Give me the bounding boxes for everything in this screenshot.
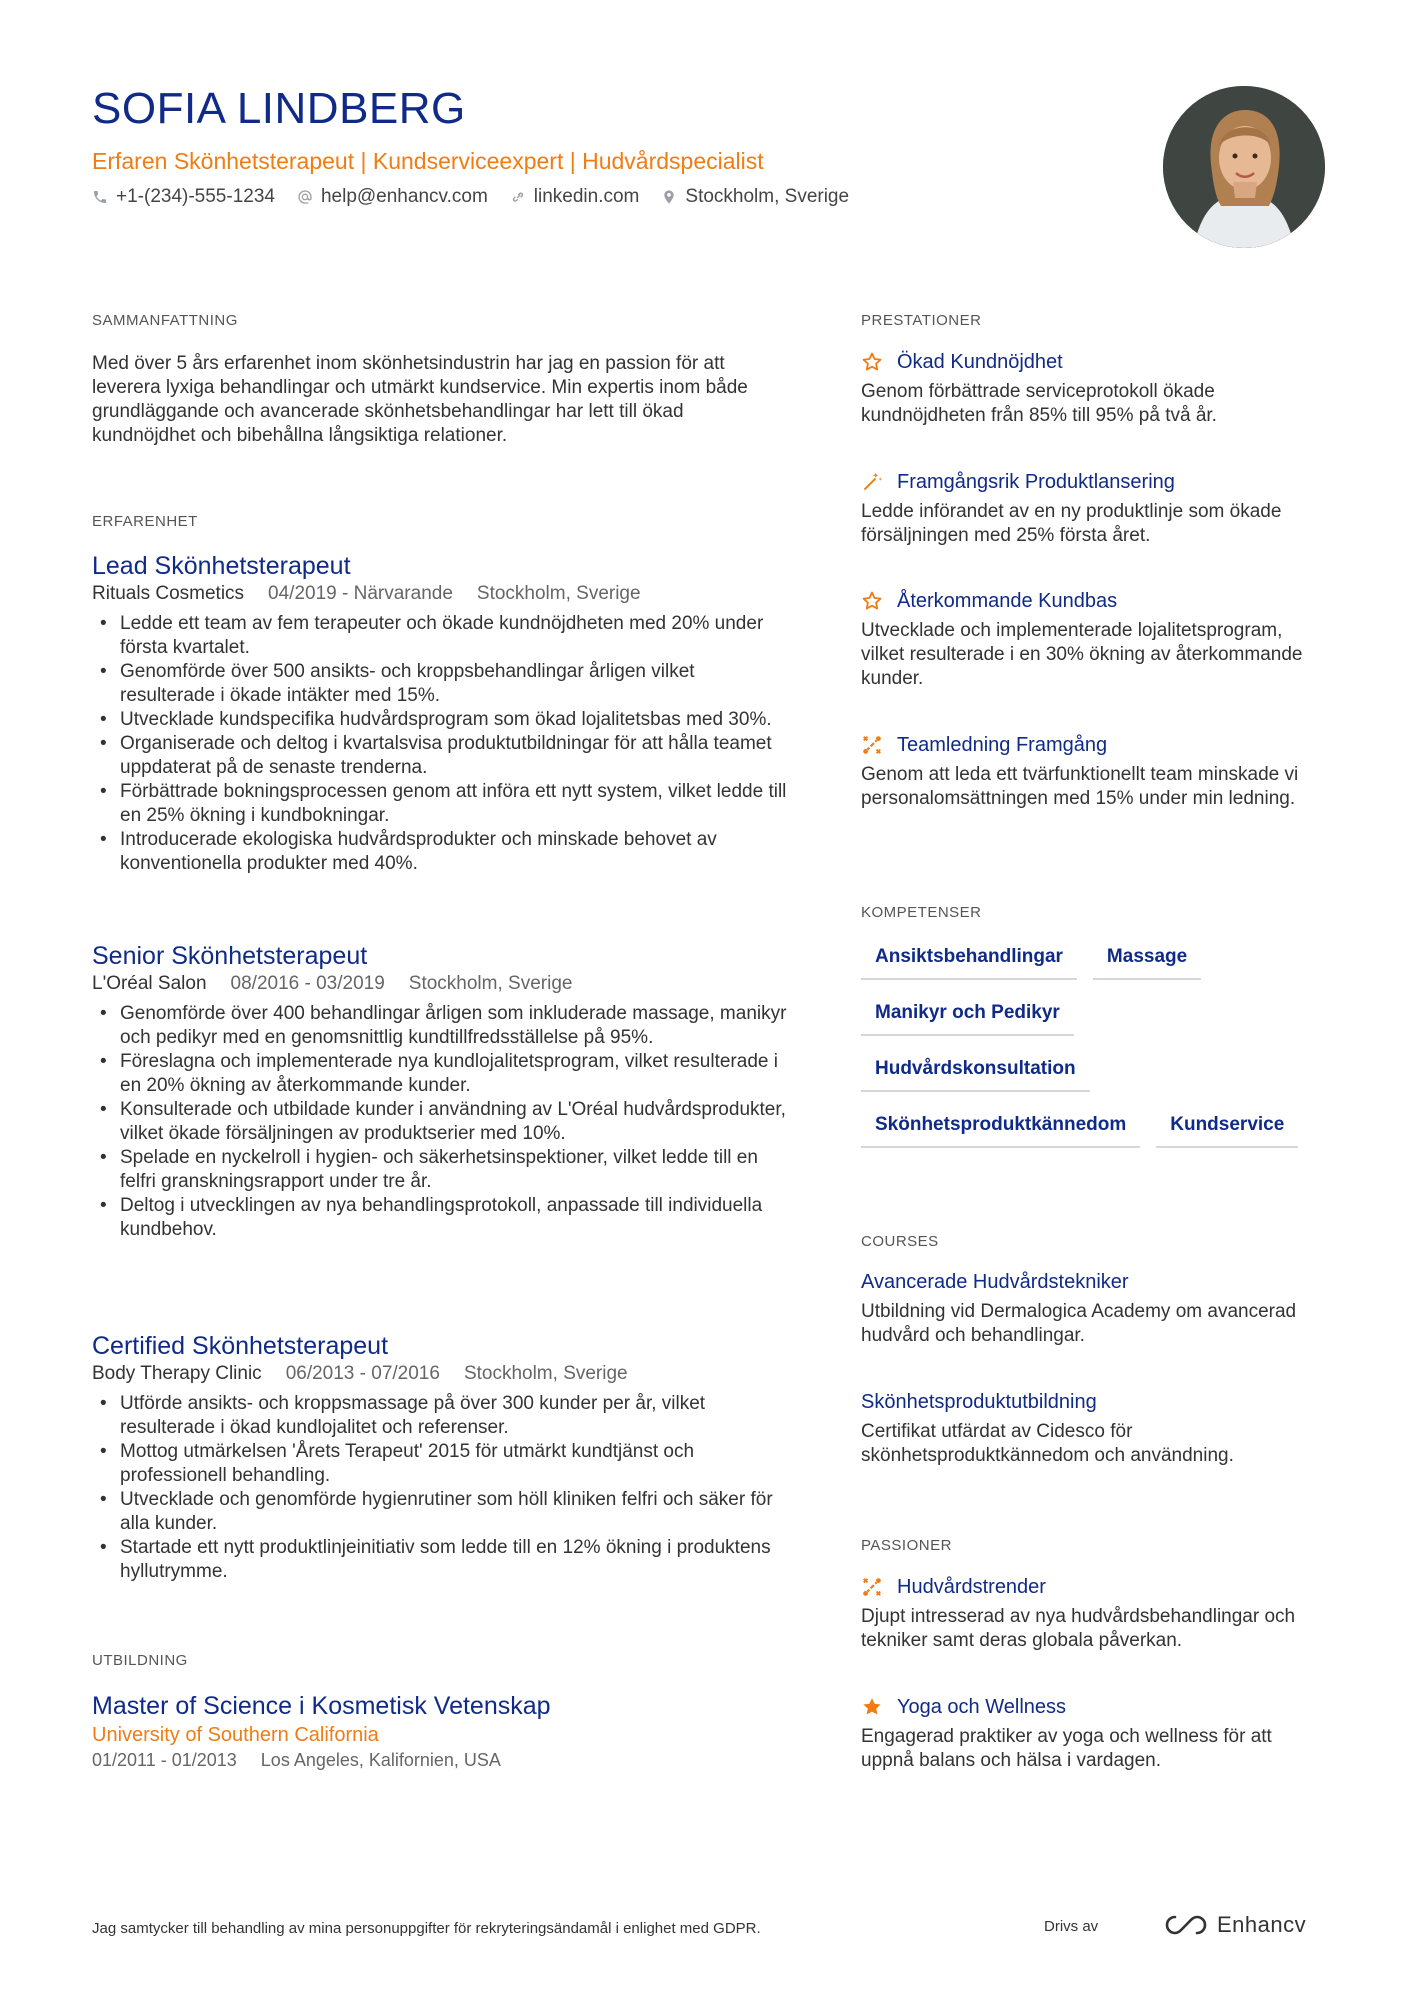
education-degree: Master of Science i Kosmetisk Vetenskap [92,1692,551,1720]
achievement-item [861,348,1321,428]
bullet-item: • Förbättrade bokningsprocessen genom att införa ett nytt system, vilket ledde till en 25% ökning i kundbokningar. [92,780,792,828]
tagline: Erfaren Skönhetsterapeut | Kundserviceexpert | Hudvårdspecialist [92,148,764,174]
achievement-item [861,587,1321,691]
job-entry [92,550,792,876]
passion-item [861,1573,1321,1653]
achievement-title: Teamledning Framgång [897,734,1108,756]
job-meta [92,582,792,606]
job-period: 08/2016 - 03/2019 [230,973,385,994]
achievement-desc: Genom förbättrade serviceprotokoll ökade kundnöjdheten från 85% till 95% på två år. [861,381,1217,426]
passion-item [861,1693,1321,1773]
star-outline-icon [861,590,883,612]
bullet-item: • Konsulterade och utbildade kunder i användning av L'Oréal hudvårdsprodukter, vilket ökade försäljningen av produktserier med 10%. [92,1098,792,1146]
job-company: Rituals Cosmetics [92,583,245,604]
passions-heading: PASSIONER [861,1537,952,1554]
passion-title: Yoga och Wellness [897,1696,1067,1718]
achievement-title: Ökad Kundnöjdhet [897,351,1063,373]
skill-row [861,994,1331,1036]
gdpr-consent: Jag samtycker till behandling av mina personuppgifter för rekryteringsändamål i enlighet med GDPR. [92,1920,761,1937]
achievement-desc: Genom att leda ett tvärfunktionellt team minskade vi personalomsättningen med 15% under min ledning. [861,764,1299,809]
job-location: Stockholm, Sverige [463,1363,628,1384]
phone-icon [92,189,108,205]
job-location: Stockholm, Sverige [476,583,641,604]
enhancv-logo-icon [1163,1912,1209,1938]
candidate-name: SOFIA LINDBERG [92,84,466,133]
courses-heading: COURSES [861,1233,939,1250]
link-icon [510,189,526,205]
passion-head [861,1573,1321,1601]
job-period: 04/2019 - Närvarande [268,583,453,604]
skill-row [861,1050,1331,1092]
magic-wand-icon [861,471,883,493]
achievement-item [861,468,1321,548]
bullet-item: • Organiserade och deltog i kvartalsvisa produktutbildningar för att hålla teamet uppdaterat på de senaste trenderna. [92,732,792,780]
bullet-item: • Ledde ett team av fem terapeuter och ökade kundnöjdheten med 20% under första kvartalet. [92,612,792,660]
education-location: Los Angeles, Kalifornien, USA [260,1750,501,1770]
linkedin-link[interactable]: linkedin.com [533,186,640,207]
contact-bar [92,186,871,208]
passion-title: Hudvårdstrender [897,1576,1046,1598]
skill-row [861,1106,1331,1148]
job-company: Body Therapy Clinic [92,1363,262,1384]
job-title: Senior Skönhetsterapeut [92,942,368,970]
achievements-heading: PRESTATIONER [861,312,982,329]
enhancv-logo[interactable] [1163,1912,1306,1938]
profile-photo [1163,86,1325,248]
job-title: Lead Skönhetsterapeut [92,552,351,580]
skill-tag: Manikyr och Pedikyr [861,994,1074,1036]
job-period: 06/2013 - 07/2016 [285,1363,440,1384]
bullet-item: • Mottog utmärkelsen 'Årets Terapeut' 2015 för utmärkt kundtjänst och professionell behandling. [92,1440,792,1488]
course-item [861,1388,1331,1468]
job-bullets [92,1392,792,1584]
course-title: Avancerade Hudvårdstekniker [861,1271,1129,1293]
summary-text: Med över 5 års erfarenhet inom skönhetsindustrin har jag en passion för att leverera lyxiga behandlingar och utmärkt kundservice. Min expertis inom både grundläggande och avancerade skönhetsbehandlingar har lett till ökad kundnöjdhet och bibehållna långsiktiga relationer. [92,353,748,446]
experience-heading: ERFARENHET [92,513,198,530]
bullet-item: • Genomförde över 500 ansikts- och kroppsbehandlingar årligen vilket resulterade i ökade intäkter med 15%. [92,660,792,708]
achievement-head [861,731,1321,759]
job-entry [92,940,792,1242]
bullet-item: • Spelade en nyckelroll i hygien- och säkerhetsinspektioner, vilket ledde till en felfri granskningsrapport under tre år. [92,1146,792,1194]
bullet-item: • Introducerade ekologiska hudvårdsprodukter och minskade behovet av konventionella produkter med 40%. [92,828,792,876]
enhancv-brand: Enhancv [1217,1912,1307,1937]
achievement-title: Framgångsrik Produktlansering [897,471,1175,493]
bullet-item: • Utvecklade kundspecifika hudvårdsprogram som ökad lojalitetsbas med 30%. [92,708,792,732]
achievement-title: Återkommande Kundbas [897,590,1118,612]
achievement-head [861,348,1321,376]
skill-row [861,938,1331,980]
contact-linkedin[interactable] [510,186,640,208]
achievement-item [861,731,1321,811]
job-title: Certified Skönhetsterapeut [92,1332,389,1360]
education-meta [92,1748,792,1772]
contact-phone [92,186,275,208]
star-filled-icon [861,1696,883,1718]
achievement-head [861,468,1321,496]
education-heading: UTBILDNING [92,1652,188,1669]
course-desc: Certifikat utfärdat av Cidesco för skönhetsproduktkännedom och användning. [861,1421,1234,1466]
education-entry [92,1690,792,1772]
job-bullets [92,612,792,876]
achievement-desc: Utvecklade och implementerade lojalitetsprogram, vilket resulterade i en 30% ökning av återkommande kunder. [861,620,1303,689]
phone-text: +1-(234)-555-1234 [116,186,275,207]
skills-list [861,938,1331,1162]
location-pin-icon [661,189,677,205]
course-title: Skönhetsproduktutbildning [861,1391,1097,1413]
passion-desc: Djupt intresserad av nya hudvårdsbehandlingar och tekniker samt deras globala påverkan. [861,1606,1296,1651]
skill-tag: Skönhetsproduktkännedom [861,1106,1140,1148]
bullet-item: • Utvecklade och genomförde hygienrutiner som höll kliniken felfri och säker för alla kunder. [92,1488,792,1536]
portrait-image [1163,86,1325,248]
education-period: 01/2011 - 01/2013 [92,1750,237,1770]
achievement-desc: Ledde införandet av en ny produktlinje som ökade försäljningen med 25% första året. [861,501,1282,546]
job-bullets [92,1002,792,1242]
skill-tag: Massage [1093,938,1201,980]
education-school: University of Southern California [92,1724,379,1746]
job-meta [92,1362,792,1386]
skill-tag: Kundservice [1156,1106,1298,1148]
achievement-head [861,587,1321,615]
job-location: Stockholm, Sverige [408,973,573,994]
star-outline-icon [861,351,883,373]
skill-tag: Hudvårdskonsultation [861,1050,1090,1092]
route-icon [861,1576,883,1598]
passion-head [861,1693,1321,1721]
job-entry [92,1330,792,1584]
course-desc: Utbildning vid Dermalogica Academy om avancerad hudvård och behandlingar. [861,1301,1297,1346]
contact-email[interactable] [297,186,488,208]
contact-location [661,186,849,208]
bullet-item: • Genomförde över 400 behandlingar årligen som inkluderade massage, manikyr och pedikyr med en genomsnittlig kundtillfredsställelse på 95%. [92,1002,792,1050]
bullet-item: • Utförde ansikts- och kroppsmassage på över 300 kunder per år, vilket resulterade i ökad kundlojalitet och referenser. [92,1392,792,1440]
email-link[interactable]: help@enhancv.com [320,186,488,207]
at-icon [297,189,313,205]
bullet-item: • Deltog i utvecklingen av nya behandlingsprotokoll, anpassade till individuella kundbehov. [92,1194,792,1242]
course-item [861,1268,1331,1348]
skills-heading: KOMPETENSER [861,904,982,921]
bullet-item: • Föreslagna och implementerade nya kundlojalitetsprogram, vilket resulterade i en 20% ökning av återkommande kunder. [92,1050,792,1098]
job-meta [92,972,792,996]
skill-tag: Ansiktsbehandlingar [861,938,1077,980]
route-icon [861,734,883,756]
location-text: Stockholm, Sverige [685,186,850,207]
summary-heading: SAMMANFATTNING [92,312,238,329]
passion-desc: Engagerad praktiker av yoga och wellness för att uppnå balans och hälsa i vardagen. [861,1726,1272,1771]
powered-by-label: Drivs av [1044,1918,1099,1935]
bullet-item: • Startade ett nytt produktlinjeinitiativ som ledde till en 12% ökning i produktens hyllutrymme. [92,1536,792,1584]
job-company: L'Oréal Salon [92,973,207,994]
